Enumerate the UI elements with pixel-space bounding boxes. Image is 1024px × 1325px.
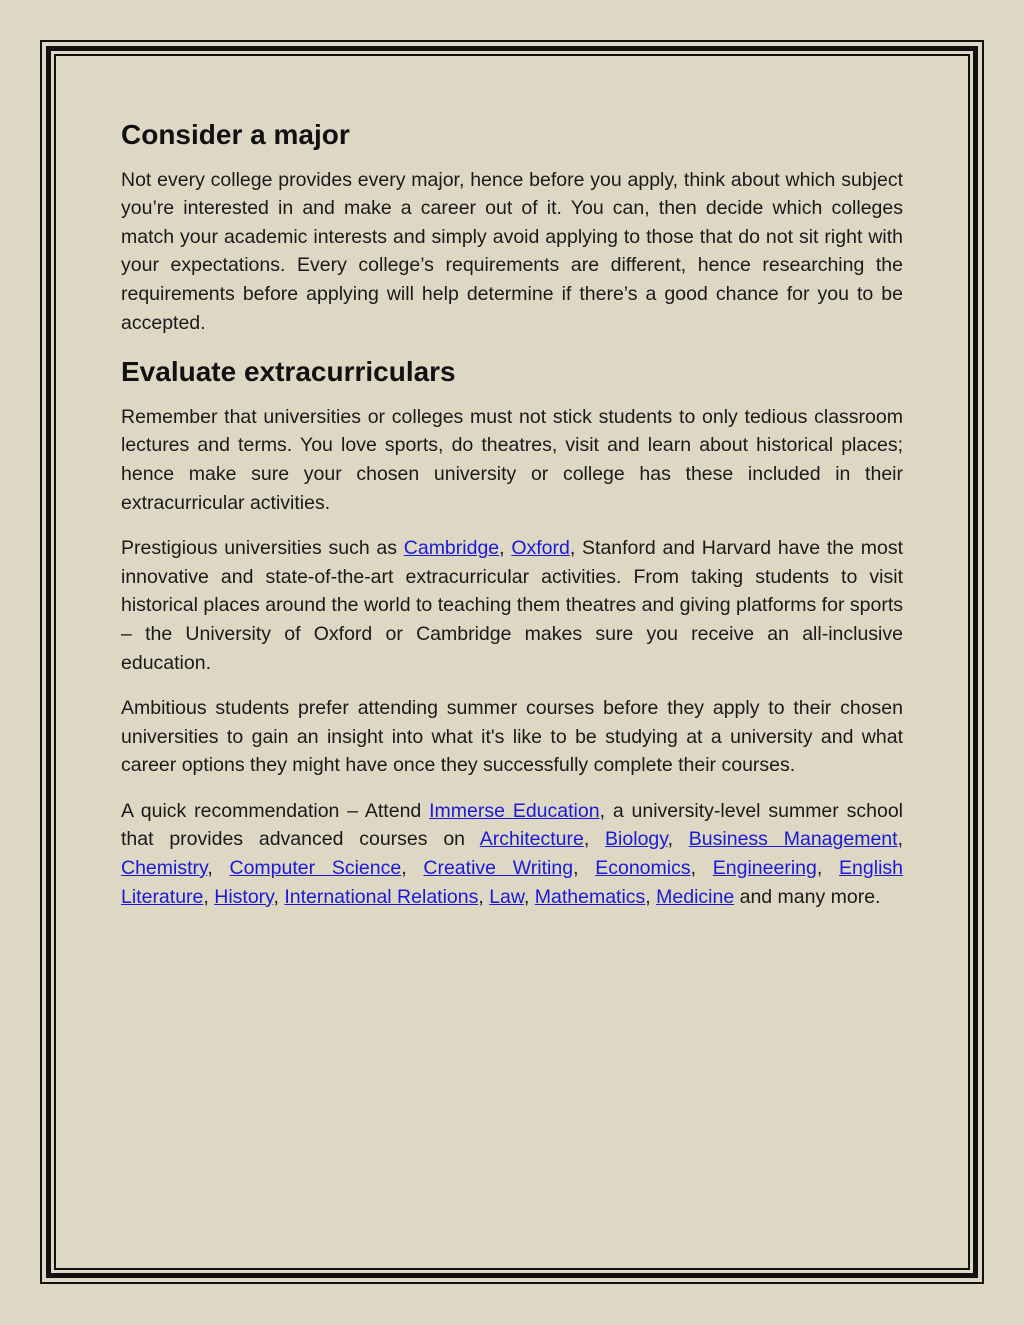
link-course-mathematics[interactable]: Mathematics (534, 885, 646, 908)
course-separator: , (583, 828, 606, 851)
course-separator: , (645, 885, 657, 908)
heading-evaluate-extracurriculars: Evaluate extracurriculars (121, 356, 456, 388)
course-separator: , (401, 857, 424, 880)
course-separator: , (816, 857, 840, 880)
link-course-business-management[interactable]: Business Management (688, 828, 898, 851)
course-separator: , (207, 857, 230, 880)
document-body (121, 118, 903, 928)
paragraph-recommendation (121, 797, 903, 911)
heading-consider-major: Consider a major (121, 119, 350, 150)
course-separator: , (897, 828, 903, 851)
course-separator: , (273, 885, 285, 908)
course-separator: , (690, 857, 713, 880)
link-course-architecture[interactable]: Architecture (479, 828, 584, 851)
paragraph-extracurriculars: Remember that universities or colleges must not stick students to only tedious classroom lectures and terms. You love sports, do theatres, visit and learn about historical places; hence make sure your chosen university or college has these included in their extracurricular activities. (121, 405, 903, 514)
link-course-economics[interactable]: Economics (595, 857, 691, 880)
link-course-computer-science[interactable]: Computer Science (229, 857, 402, 880)
paragraph-prestigious (121, 534, 903, 677)
link-course-law[interactable]: Law (489, 885, 524, 908)
course-separator: , (523, 885, 535, 908)
course-separator: , (203, 885, 215, 908)
link-course-english-literature[interactable]: English Literature (121, 857, 904, 908)
link-oxford[interactable]: Oxford (511, 537, 570, 560)
link-course-international-relations[interactable]: International Relations (284, 885, 479, 908)
paragraph-consider-major: Not every college provides every major, hence before you apply, think about which subject you’re interested in and make a career out of it. You can, then decide which colleges match your academic interests and simply avoid applying to those that do not sit right with your expectations. Every college’s requirements are different, hence researching the requirements before applying will help determine if there’s a good chance for you to be accepted. (121, 168, 903, 334)
link-course-medicine[interactable]: Medicine (656, 885, 735, 908)
link-course-biology[interactable]: Biology (605, 828, 668, 851)
paragraph-ambitious: Ambitious students prefer attending summer courses before they apply to their chosen universities to gain an insight into what it's like to be studying at a university and what career options they might have once they successfully complete their courses. (121, 697, 903, 777)
recommendation-middle: , a university-level summer school that provides advanced courses on (121, 799, 903, 851)
link-course-creative-writing[interactable]: Creative Writing (423, 857, 574, 880)
link-immerse-education[interactable]: Immerse Education (429, 799, 600, 822)
course-separator: , (478, 885, 490, 908)
prestige-separator: , (499, 537, 512, 560)
prestige-prefix: Prestigious universities such as (121, 537, 404, 560)
link-course-chemistry[interactable]: Chemistry (121, 857, 208, 880)
course-separator: , (573, 857, 596, 880)
link-cambridge[interactable]: Cambridge (403, 537, 500, 560)
course-separator: , (667, 828, 689, 851)
prestige-suffix: , Stanford and Harvard have the most innovative and state-of-the-art extracurricular activities. From taking students to visit historical places around the world to teaching them theatres and giving platforms for sports – the University of Oxford or Cambridge makes sure you receive an all-inclusive education. (121, 537, 903, 674)
recommendation-prefix: A quick recommendation – Attend (121, 799, 430, 822)
link-course-engineering[interactable]: Engineering (712, 857, 817, 880)
recommendation-suffix: and many more. (734, 885, 881, 908)
link-course-history[interactable]: History (214, 885, 274, 908)
